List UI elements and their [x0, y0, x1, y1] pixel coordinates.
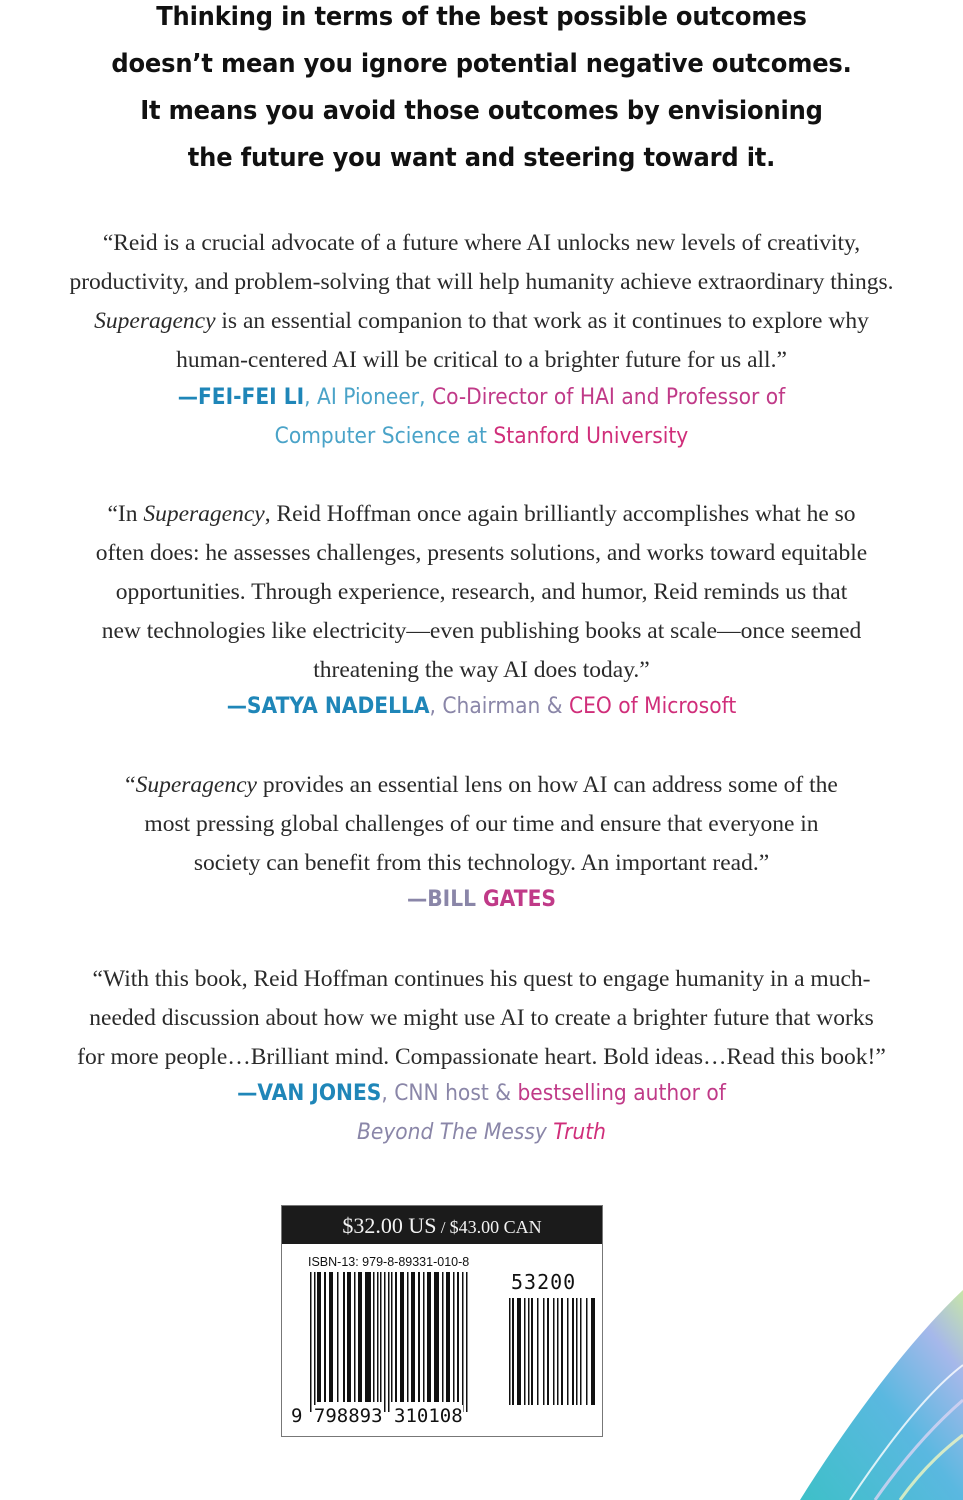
attribution-title: , AI Pioneer, — [304, 385, 432, 410]
price-band — [282, 1206, 602, 1244]
attribution-name: —FEI-FEI LI — [177, 385, 305, 410]
book-title: Beyond The Messy — [356, 1120, 554, 1145]
quote-line: new technologies like electricity—even publishing books at scale—once seemed — [101, 618, 862, 644]
isbn-lead-digit: 9 — [291, 1405, 303, 1427]
attribution-title: , Chairman & — [429, 694, 569, 719]
quote-text: , Reid Hoffman once again brilliantly accomplishes what he so — [264, 501, 856, 527]
isbn-label: ISBN-13: 979-8-89331-010-8 — [308, 1255, 470, 1269]
price-us: $32.00 US — [342, 1213, 437, 1238]
blurb-fei-fei-li-quote — [0, 224, 963, 380]
quote-line: threatening the way AI does today.” — [313, 657, 650, 683]
quote-line: human-centered AI will be critical to a brighter future for us all.” — [176, 347, 787, 373]
attribution-name: —VAN JONES — [237, 1081, 382, 1106]
quote-line: often does: he assesses challenges, presents solutions, and works toward equitable — [95, 540, 868, 566]
attribution-name: —BILL — [407, 887, 484, 912]
decorative-swoosh-icon — [780, 1270, 963, 1500]
book-title: Superagency — [135, 772, 257, 798]
quote-line: for more people…Brilliant mind. Compassionate heart. Bold ideas…Read this book!” — [77, 1044, 886, 1070]
quote-line: most pressing global challenges of our time and ensure that everyone in — [144, 811, 819, 837]
attribution-title: Co-Director of HAI and Professor of — [431, 385, 786, 410]
quote-line: “With this book, Reid Hoffman continues his quest to engage humanity in a much- — [92, 966, 871, 992]
headline-line: Thinking in terms of the best possible outcomes — [156, 2, 807, 32]
price-can: $43.00 CAN — [449, 1217, 542, 1237]
attribution-line — [39, 378, 925, 417]
quote-line: productivity, and problem-solving that will help humanity achieve extraordinary things. — [69, 269, 894, 295]
quote-line — [0, 766, 963, 805]
quote-text: “In — [107, 501, 144, 527]
attribution-line — [39, 1074, 925, 1113]
quote-text: “ — [125, 772, 136, 798]
blurb-bill-gates-quote — [0, 766, 963, 883]
book-title: Truth — [553, 1120, 607, 1145]
quote-text: is an essential companion to that work as it continues to explore why — [215, 308, 869, 334]
barcode-price-box — [281, 1205, 603, 1437]
quote-line: society can benefit from this technology. An important read.” — [193, 850, 770, 876]
attribution-title: Computer Science at — [274, 424, 494, 449]
blurb-satya-nadella-quote — [0, 495, 963, 690]
isbn-left-digits: 798893 — [313, 1405, 383, 1427]
isbn-right-digits: 310108 — [394, 1405, 463, 1427]
book-title: Superagency — [94, 308, 216, 334]
attribution-line — [39, 687, 925, 726]
quote-line — [0, 302, 963, 341]
quote-line — [0, 495, 963, 534]
isbn-digits — [291, 1405, 463, 1427]
attribution-title: Stanford University — [493, 424, 689, 449]
blurb-van-jones-quote — [0, 960, 963, 1077]
barcode-icon — [310, 1272, 487, 1412]
attribution-line — [39, 880, 925, 919]
headline-line: doesn’t mean you ignore potential negative outcomes. — [111, 49, 852, 79]
book-title: Superagency — [143, 501, 265, 527]
attribution-van-jones — [0, 1074, 963, 1152]
attribution-name: —SATYA NADELLA — [226, 694, 430, 719]
price-separator: / — [436, 1218, 450, 1237]
addon-price-code: 53200 — [511, 1270, 577, 1294]
attribution-fei-fei-li — [0, 378, 963, 456]
quote-text: provides an essential lens on how AI can address some of the — [256, 772, 838, 798]
headline-line: the future you want and steering toward it. — [187, 143, 776, 173]
headline — [0, 0, 963, 182]
attribution-title: bestselling author of — [517, 1081, 726, 1106]
attribution-line — [39, 1113, 925, 1152]
quote-line: needed discussion about how we might use AI to create a brighter future that works — [89, 1005, 874, 1031]
headline-line: It means you avoid those outcomes by envisioning — [140, 96, 823, 126]
attribution-satya-nadella — [0, 687, 963, 726]
quote-line: “Reid is a crucial advocate of a future where AI unlocks new levels of creativity, — [102, 230, 861, 256]
attribution-name: GATES — [483, 887, 556, 912]
addon-barcode-icon — [509, 1298, 597, 1405]
attribution-title: , CNN host & — [381, 1081, 518, 1106]
quote-line: opportunities. Through experience, research, and humor, Reid reminds us that — [115, 579, 848, 605]
attribution-line — [39, 417, 925, 456]
attribution-title: CEO of Microsoft — [568, 694, 737, 719]
attribution-bill-gates — [0, 880, 963, 919]
